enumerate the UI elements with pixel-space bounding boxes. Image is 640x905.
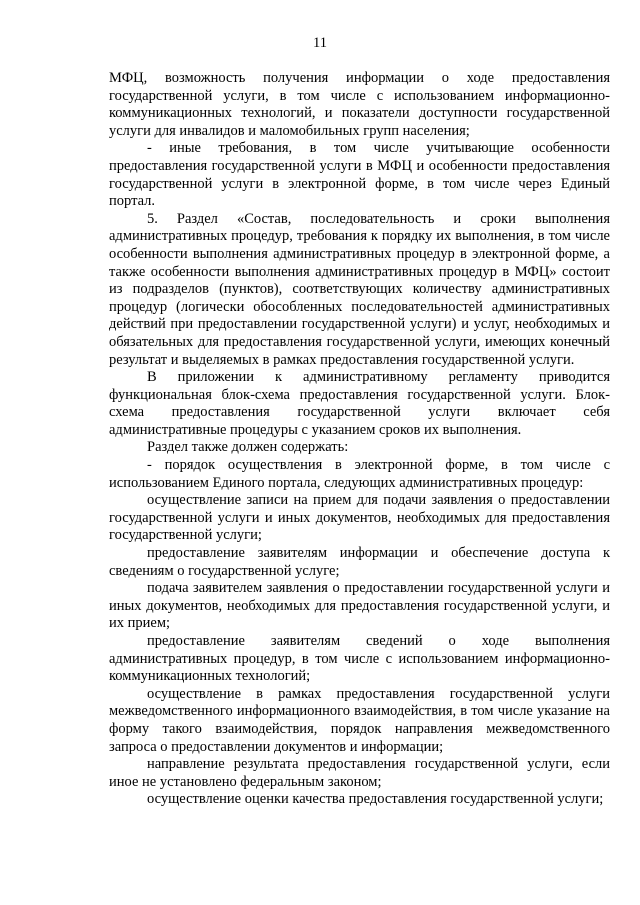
paragraph: предоставление заявителям информации и обеспечение доступа к сведениям о государственной услуге;: [109, 545, 610, 579]
paragraph: 5. Раздел «Состав, последовательность и сроки выполнения административных процедур, требования к порядку их выполнения, в том числе особенности выполнения административных процедур в электронной форме, а также особенности выполнения административных процедур в МФЦ» состоит из подразделов (пунктов), соответствующих количеству административных процедур (логически обособленных последовательностей административных действий при предоставлении государственной услуги) и услуг, необходимых и обязательных для предоставления государственной услуги, имеющих конечный результат и выделяемых в рамках предоставления государственной услуги.: [109, 210, 610, 368]
paragraph: - порядок осуществления в электронной форме, в том числе с использованием Единого портала, следующих административных процедур:: [109, 457, 610, 491]
paragraph: предоставление заявителям сведений о ходе выполнения административных процедур, в том числе с использованием информационно-коммуникационных технологий;: [109, 633, 610, 685]
document-body: [109, 70, 610, 809]
paragraph: осуществление в рамках предоставления государственной услуги межведомственного информационного взаимодействия, в том числе указание на форму такого взаимодействия, порядок направления межведомственного запроса о предоставлении документов и информации;: [109, 685, 610, 755]
paragraph: В приложении к административному регламенту приводится функциональная блок-схема предоставления государственной услуги. Блок-схема предоставления государственной услуги включает себя административные процедуры с указанием сроков их выполнения.: [109, 369, 610, 438]
paragraph: - иные требования, в том числе учитывающие особенности предоставления государственной услуги в МФЦ и особенности предоставления государственной услуги в электронной форме, в том числе через Единый портал.: [109, 140, 610, 210]
paragraph: Раздел также должен содержать:: [147, 439, 349, 456]
page-number: 11: [313, 35, 327, 51]
paragraph: осуществление оценки качества предоставления государственной услуги;: [147, 791, 604, 808]
paragraph: направление результата предоставления государственной услуги, если иное не установлено федеральным законом;: [109, 756, 610, 790]
paragraph: осуществление записи на прием для подачи заявления о предоставлении государственной услуги и иных документов, необходимых для предоставления государственной услуги;: [109, 492, 610, 544]
paragraph: подача заявителем заявления о предоставлении государственной услуги и иных документов, необходимых для предоставления государственной услуги, и их прием;: [109, 580, 610, 632]
paragraph: МФЦ, возможность получения информации о ходе предоставления государственной услуги, в том числе с использованием информационно-коммуникационных технологий, и показатели доступности государственной услуги для инвалидов и маломобильных групп населения;: [109, 70, 610, 139]
